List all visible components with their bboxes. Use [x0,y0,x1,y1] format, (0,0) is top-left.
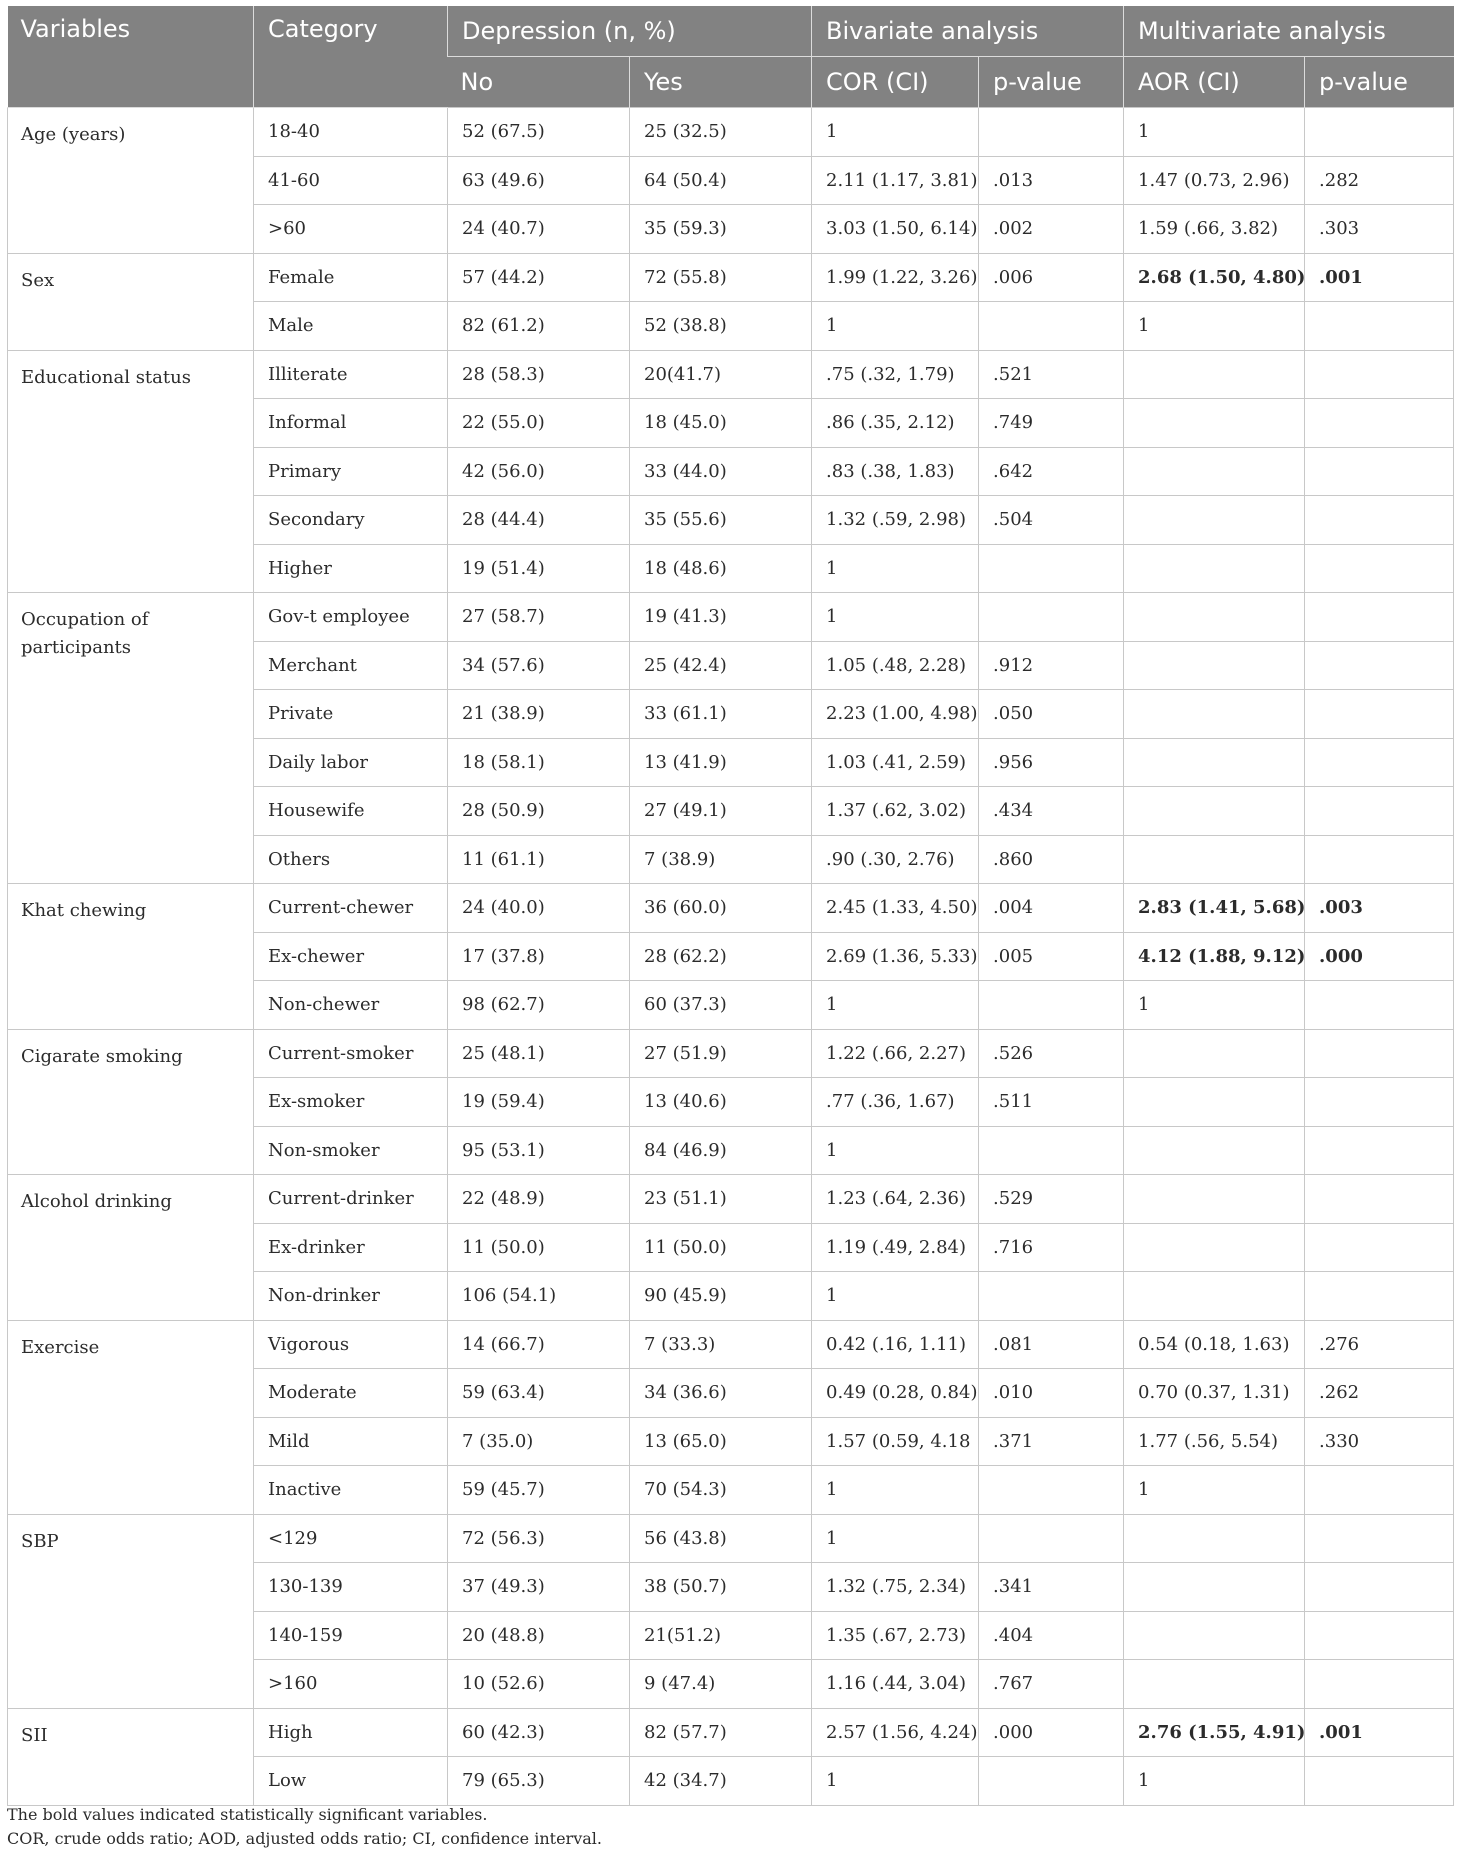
no-cell: 42 (56.0) [448,447,630,496]
yes-cell: 33 (44.0) [630,447,812,496]
category-cell: Ex-smoker [254,1078,448,1127]
yes-cell: 11 (50.0) [630,1223,812,1272]
no-cell: 28 (50.9) [448,787,630,836]
yes-cell: 84 (46.9) [630,1126,812,1175]
yes-cell: 25 (32.5) [630,108,812,157]
cor-cell: 1 [812,1126,979,1175]
category-cell: 140-159 [254,1611,448,1660]
cor-cell: 2.11 (1.17, 3.81) [812,156,979,205]
aor-cell: 1 [1124,1757,1305,1806]
cor-cell: .86 (.35, 2.12) [812,399,979,448]
yes-cell: 18 (48.6) [630,544,812,593]
category-cell: Current-drinker [254,1175,448,1224]
yes-cell: 7 (33.3) [630,1320,812,1369]
p-bivariate-cell: .341 [979,1563,1124,1612]
category-cell: Informal [254,399,448,448]
no-cell: 19 (59.4) [448,1078,630,1127]
p-multivariate-cell: .262 [1305,1369,1454,1418]
aor-cell: 1 [1124,302,1305,351]
category-cell: Non-smoker [254,1126,448,1175]
p-multivariate-cell: .282 [1305,156,1454,205]
yes-cell: 34 (36.6) [630,1369,812,1418]
cor-cell: 1 [812,108,979,157]
category-cell: Inactive [254,1466,448,1515]
no-cell: 28 (44.4) [448,496,630,545]
no-cell: 7 (35.0) [448,1417,630,1466]
aor-cell [1124,1078,1305,1127]
category-cell: Low [254,1757,448,1806]
category-cell: Male [254,302,448,351]
p-bivariate-cell [979,302,1124,351]
header-cor: COR (CI) [812,57,979,108]
header-category: Category [254,6,448,108]
cor-cell: 1.03 (.41, 2.59) [812,738,979,787]
aor-cell [1124,593,1305,642]
cor-cell: 1.05 (.48, 2.28) [812,641,979,690]
p-bivariate-cell: .749 [979,399,1124,448]
aor-cell: 0.54 (0.18, 1.63) [1124,1320,1305,1369]
aor-cell: 1.77 (.56, 5.54) [1124,1417,1305,1466]
aor-cell [1124,1272,1305,1321]
cor-cell: 1.16 (.44, 3.04) [812,1660,979,1709]
category-cell: Others [254,835,448,884]
cor-cell: 1.23 (.64, 2.36) [812,1175,979,1224]
header-aor: AOR (CI) [1124,57,1305,108]
yes-cell: 18 (45.0) [630,399,812,448]
cor-cell: .77 (.36, 1.67) [812,1078,979,1127]
p-multivariate-cell: .303 [1305,205,1454,254]
no-cell: 11 (50.0) [448,1223,630,1272]
aor-cell: 2.68 (1.50, 4.80) [1124,253,1305,302]
category-cell: Ex-chewer [254,932,448,981]
aor-cell [1124,1223,1305,1272]
p-bivariate-cell: .005 [979,932,1124,981]
no-cell: 20 (48.8) [448,1611,630,1660]
yes-cell: 33 (61.1) [630,690,812,739]
p-bivariate-cell: .434 [979,787,1124,836]
no-cell: 82 (61.2) [448,302,630,351]
p-bivariate-cell: .912 [979,641,1124,690]
no-cell: 95 (53.1) [448,1126,630,1175]
no-cell: 27 (58.7) [448,593,630,642]
category-cell: Private [254,690,448,739]
yes-cell: 60 (37.3) [630,981,812,1030]
table-row [8,1029,1454,1078]
category-cell: High [254,1708,448,1757]
aor-cell [1124,447,1305,496]
p-multivariate-cell [1305,1126,1454,1175]
category-cell: Mild [254,1417,448,1466]
p-multivariate-cell: .330 [1305,1417,1454,1466]
p-bivariate-cell: .004 [979,884,1124,933]
p-multivariate-cell [1305,835,1454,884]
aor-cell [1124,350,1305,399]
yes-cell: 13 (40.6) [630,1078,812,1127]
no-cell: 106 (54.1) [448,1272,630,1321]
table-row [8,1320,1454,1369]
cor-cell: 1.22 (.66, 2.27) [812,1029,979,1078]
p-bivariate-cell: .371 [979,1417,1124,1466]
p-multivariate-cell: .003 [1305,884,1454,933]
table-row [8,253,1454,302]
no-cell: 79 (65.3) [448,1757,630,1806]
p-bivariate-cell [979,544,1124,593]
no-cell: 57 (44.2) [448,253,630,302]
variable-cell: Age (years) [8,108,254,254]
p-bivariate-cell [979,1514,1124,1563]
yes-cell: 72 (55.8) [630,253,812,302]
aor-cell [1124,690,1305,739]
p-multivariate-cell [1305,1563,1454,1612]
aor-cell [1124,1563,1305,1612]
yes-cell: 56 (43.8) [630,1514,812,1563]
p-bivariate-cell: .956 [979,738,1124,787]
yes-cell: 13 (65.0) [630,1417,812,1466]
p-bivariate-cell [979,593,1124,642]
p-multivariate-cell [1305,350,1454,399]
p-bivariate-cell: .002 [979,205,1124,254]
header-multivariate: Multivariate analysis [1124,6,1454,57]
p-bivariate-cell: .526 [979,1029,1124,1078]
p-bivariate-cell [979,1466,1124,1515]
table-row [8,884,1454,933]
aor-cell [1124,835,1305,884]
no-cell: 18 (58.1) [448,738,630,787]
aor-cell [1124,738,1305,787]
p-bivariate-cell: .013 [979,156,1124,205]
category-cell: Daily labor [254,738,448,787]
cor-cell: 1.37 (.62, 3.02) [812,787,979,836]
table-row [8,350,1454,399]
no-cell: 52 (67.5) [448,108,630,157]
yes-cell: 38 (50.7) [630,1563,812,1612]
header-p-bivariate: p-value [979,57,1124,108]
header-p-multivariate: p-value [1305,57,1454,108]
p-bivariate-cell: .767 [979,1660,1124,1709]
p-bivariate-cell: .504 [979,496,1124,545]
p-bivariate-cell: .860 [979,835,1124,884]
p-multivariate-cell [1305,1757,1454,1806]
p-bivariate-cell [979,1272,1124,1321]
aor-cell [1124,544,1305,593]
cor-cell: 1 [812,1466,979,1515]
p-bivariate-cell: .010 [979,1369,1124,1418]
p-bivariate-cell: .006 [979,253,1124,302]
category-cell: Ex-drinker [254,1223,448,1272]
no-cell: 60 (42.3) [448,1708,630,1757]
yes-cell: 20(41.7) [630,350,812,399]
category-cell: Secondary [254,496,448,545]
p-multivariate-cell [1305,641,1454,690]
cor-cell: 0.42 (.16, 1.11) [812,1320,979,1369]
cor-cell: 1.32 (.59, 2.98) [812,496,979,545]
yes-cell: 21(51.2) [630,1611,812,1660]
p-bivariate-cell: .404 [979,1611,1124,1660]
aor-cell: 2.83 (1.41, 5.68) [1124,884,1305,933]
table-row [8,1175,1454,1224]
no-cell: 22 (48.9) [448,1175,630,1224]
header-variables: Variables [8,6,254,108]
yes-cell: 35 (55.6) [630,496,812,545]
p-bivariate-cell: .716 [979,1223,1124,1272]
header-no: No [448,57,630,108]
variable-cell: Occupation of participants [8,593,254,884]
category-cell: Primary [254,447,448,496]
cor-cell: 1.19 (.49, 2.84) [812,1223,979,1272]
no-cell: 59 (63.4) [448,1369,630,1418]
category-cell: <129 [254,1514,448,1563]
table-row [8,1514,1454,1563]
p-bivariate-cell: .521 [979,350,1124,399]
cor-cell: 1 [812,544,979,593]
p-multivariate-cell [1305,1029,1454,1078]
aor-cell: 1 [1124,981,1305,1030]
cor-cell: 2.45 (1.33, 4.50) [812,884,979,933]
variable-cell: Sex [8,253,254,350]
cor-cell: 1 [812,593,979,642]
category-cell: 130-139 [254,1563,448,1612]
aor-cell: 1 [1124,1466,1305,1515]
category-cell: >160 [254,1660,448,1709]
p-multivariate-cell: .000 [1305,932,1454,981]
aor-cell: 2.76 (1.55, 4.91) [1124,1708,1305,1757]
yes-cell: 64 (50.4) [630,156,812,205]
category-cell: Non-drinker [254,1272,448,1321]
cor-cell: 2.57 (1.56, 4.24) [812,1708,979,1757]
yes-cell: 35 (59.3) [630,205,812,254]
aor-cell: 0.70 (0.37, 1.31) [1124,1369,1305,1418]
p-multivariate-cell [1305,1078,1454,1127]
category-cell: Non-chewer [254,981,448,1030]
cor-cell: 1.57 (0.59, 4.18 [812,1417,979,1466]
category-cell: 41-60 [254,156,448,205]
p-bivariate-cell [979,981,1124,1030]
p-bivariate-cell: .050 [979,690,1124,739]
p-multivariate-cell: .001 [1305,1708,1454,1757]
yes-cell: 90 (45.9) [630,1272,812,1321]
aor-cell: 4.12 (1.88, 9.12) [1124,932,1305,981]
yes-cell: 36 (60.0) [630,884,812,933]
variable-cell: Khat chewing [8,884,254,1030]
table-footnotes [7,1803,602,1851]
variable-cell: Exercise [8,1320,254,1514]
no-cell: 10 (52.6) [448,1660,630,1709]
category-cell: >60 [254,205,448,254]
yes-cell: 13 (41.9) [630,738,812,787]
no-cell: 19 (51.4) [448,544,630,593]
p-multivariate-cell [1305,1175,1454,1224]
p-bivariate-cell: .081 [979,1320,1124,1369]
cor-cell: .83 (.38, 1.83) [812,447,979,496]
aor-cell [1124,641,1305,690]
yes-cell: 23 (51.1) [630,1175,812,1224]
yes-cell: 9 (47.4) [630,1660,812,1709]
table-body [8,108,1454,1806]
yes-cell: 25 (42.4) [630,641,812,690]
cor-cell: 1 [812,981,979,1030]
p-bivariate-cell: .000 [979,1708,1124,1757]
yes-cell: 27 (49.1) [630,787,812,836]
yes-cell: 27 (51.9) [630,1029,812,1078]
aor-cell [1124,1514,1305,1563]
yes-cell: 7 (38.9) [630,835,812,884]
regression-results-table [7,6,1454,1806]
p-multivariate-cell [1305,1223,1454,1272]
p-multivariate-cell [1305,690,1454,739]
cor-cell: 2.69 (1.36, 5.33) [812,932,979,981]
cor-cell: 1 [812,1757,979,1806]
aor-cell [1124,1175,1305,1224]
p-multivariate-cell [1305,1272,1454,1321]
variable-cell: SBP [8,1514,254,1708]
p-multivariate-cell [1305,1514,1454,1563]
header-depression: Depression (n, %) [448,6,812,57]
p-multivariate-cell [1305,496,1454,545]
yes-cell: 52 (38.8) [630,302,812,351]
cor-cell: 0.49 (0.28, 0.84) [812,1369,979,1418]
variable-cell: Cigarate smoking [8,1029,254,1175]
no-cell: 11 (61.1) [448,835,630,884]
cor-cell: .90 (.30, 2.76) [812,835,979,884]
p-bivariate-cell: .529 [979,1175,1124,1224]
category-cell: 18-40 [254,108,448,157]
p-bivariate-cell: .511 [979,1078,1124,1127]
category-cell: Higher [254,544,448,593]
category-cell: Illiterate [254,350,448,399]
variable-cell: Educational status [8,350,254,593]
no-cell: 25 (48.1) [448,1029,630,1078]
p-multivariate-cell [1305,447,1454,496]
category-cell: Current-smoker [254,1029,448,1078]
table-header [8,6,1454,108]
category-cell: Female [254,253,448,302]
category-cell: Vigorous [254,1320,448,1369]
p-multivariate-cell [1305,981,1454,1030]
p-multivariate-cell [1305,1466,1454,1515]
table-row [8,593,1454,642]
no-cell: 34 (57.6) [448,641,630,690]
category-cell: Merchant [254,641,448,690]
results-table-container [7,6,1453,1806]
p-multivariate-cell: .276 [1305,1320,1454,1369]
yes-cell: 28 (62.2) [630,932,812,981]
category-cell: Housewife [254,787,448,836]
header-bivariate: Bivariate analysis [812,6,1124,57]
cor-cell: 3.03 (1.50, 6.14) [812,205,979,254]
table-row [8,1708,1454,1757]
yes-cell: 19 (41.3) [630,593,812,642]
p-multivariate-cell [1305,593,1454,642]
yes-cell: 70 (54.3) [630,1466,812,1515]
no-cell: 24 (40.0) [448,884,630,933]
p-bivariate-cell [979,1126,1124,1175]
yes-cell: 42 (34.7) [630,1757,812,1806]
category-cell: Moderate [254,1369,448,1418]
header-yes: Yes [630,57,812,108]
p-bivariate-cell [979,108,1124,157]
aor-cell [1124,496,1305,545]
cor-cell: 1.32 (.75, 2.34) [812,1563,979,1612]
cor-cell: 1.99 (1.22, 3.26) [812,253,979,302]
category-cell: Current-chewer [254,884,448,933]
p-multivariate-cell [1305,544,1454,593]
category-cell: Gov-t employee [254,593,448,642]
p-multivariate-cell [1305,1611,1454,1660]
no-cell: 59 (45.7) [448,1466,630,1515]
no-cell: 98 (62.7) [448,981,630,1030]
p-bivariate-cell [979,1757,1124,1806]
aor-cell [1124,1029,1305,1078]
aor-cell [1124,787,1305,836]
cor-cell: .75 (.32, 1.79) [812,350,979,399]
aor-cell: 1 [1124,108,1305,157]
no-cell: 37 (49.3) [448,1563,630,1612]
no-cell: 14 (66.7) [448,1320,630,1369]
no-cell: 63 (49.6) [448,156,630,205]
p-multivariate-cell [1305,399,1454,448]
cor-cell: 2.23 (1.00, 4.98) [812,690,979,739]
p-bivariate-cell: .642 [979,447,1124,496]
table-row [8,108,1454,157]
footnote-bold: The bold values indicated statistically significant variables. [7,1805,488,1824]
variable-cell: Alcohol drinking [8,1175,254,1321]
p-multivariate-cell [1305,108,1454,157]
no-cell: 24 (40.7) [448,205,630,254]
aor-cell [1124,399,1305,448]
no-cell: 28 (58.3) [448,350,630,399]
p-multivariate-cell [1305,1660,1454,1709]
cor-cell: 1 [812,1272,979,1321]
p-multivariate-cell: .001 [1305,253,1454,302]
no-cell: 17 (37.8) [448,932,630,981]
aor-cell: 1.59 (.66, 3.82) [1124,205,1305,254]
p-multivariate-cell [1305,787,1454,836]
no-cell: 21 (38.9) [448,690,630,739]
cor-cell: 1 [812,1514,979,1563]
variable-cell: SII [8,1708,254,1805]
p-multivariate-cell [1305,302,1454,351]
no-cell: 22 (55.0) [448,399,630,448]
cor-cell: 1 [812,302,979,351]
footnote-abbreviations: COR, crude odds ratio; AOD, adjusted odds ratio; CI, confidence interval. [7,1829,602,1848]
cor-cell: 1.35 (.67, 2.73) [812,1611,979,1660]
aor-cell [1124,1660,1305,1709]
aor-cell [1124,1126,1305,1175]
p-multivariate-cell [1305,738,1454,787]
aor-cell: 1.47 (0.73, 2.96) [1124,156,1305,205]
aor-cell [1124,1611,1305,1660]
yes-cell: 82 (57.7) [630,1708,812,1757]
no-cell: 72 (56.3) [448,1514,630,1563]
